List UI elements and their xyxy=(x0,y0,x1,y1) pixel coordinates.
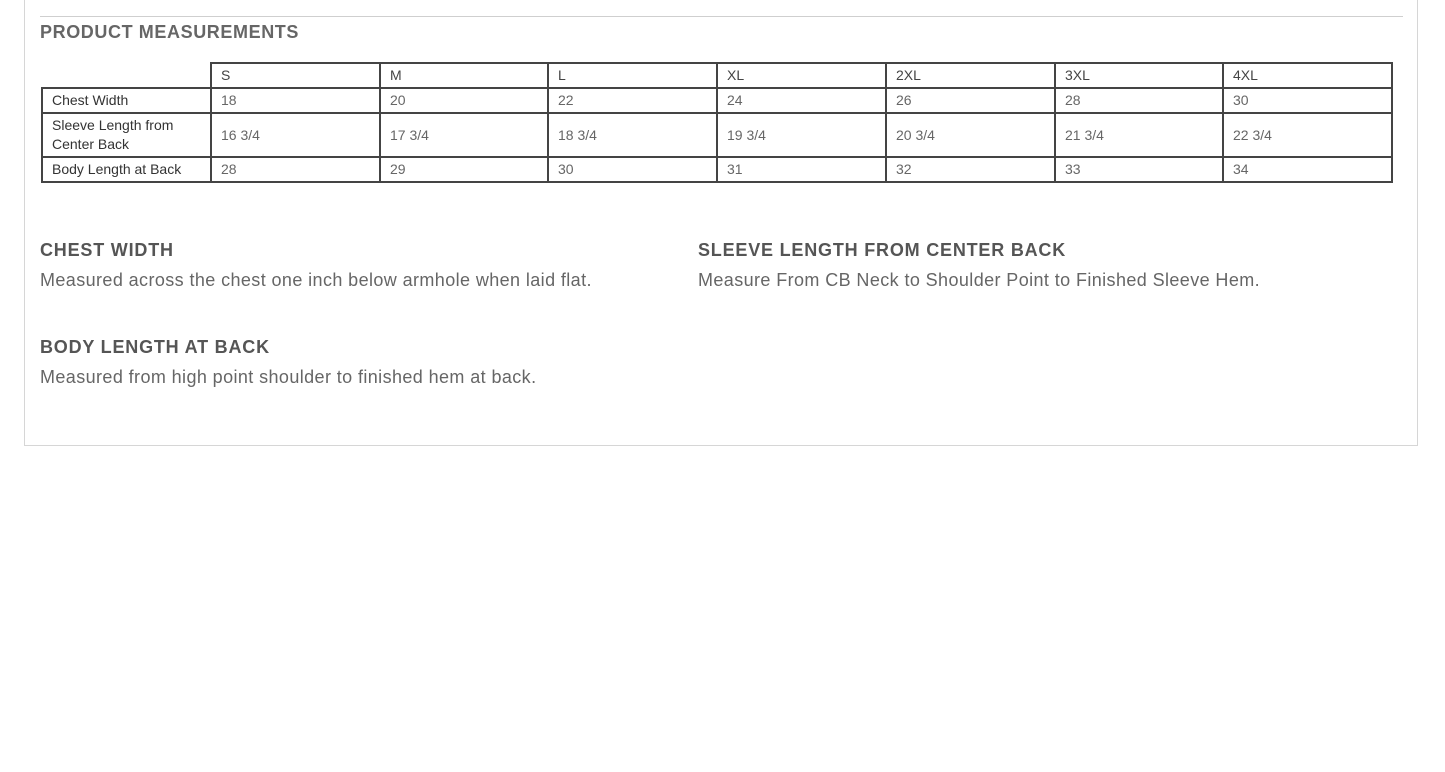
size-header-cell: L xyxy=(548,63,717,88)
table-cell: 33 xyxy=(1055,157,1223,182)
section-title: PRODUCT MEASUREMENTS xyxy=(40,22,300,42)
size-chart-table xyxy=(41,62,1393,183)
table-cell: 29 xyxy=(380,157,548,182)
table-cell: 20 3/4 xyxy=(886,113,1055,157)
table-cell: 22 3/4 xyxy=(1223,113,1392,157)
table-cell: 32 xyxy=(886,157,1055,182)
table-cell: 24 xyxy=(717,88,886,113)
table-row xyxy=(42,113,1392,157)
row-label: Body Length at Back xyxy=(42,157,211,182)
table-cell: 31 xyxy=(717,157,886,182)
row-label: Chest Width xyxy=(42,88,211,113)
size-header-cell: S xyxy=(211,63,380,88)
table-cell: 22 xyxy=(548,88,717,113)
table-cell: 17 3/4 xyxy=(380,113,548,157)
size-header-cell: M xyxy=(380,63,548,88)
table-cell: 16 3/4 xyxy=(211,113,380,157)
row-label: Sleeve Length from Center Back xyxy=(42,113,211,157)
size-header-row xyxy=(42,63,1392,88)
sleeve-length-title: SLEEVE LENGTH FROM CENTER BACK xyxy=(698,240,1067,260)
table-cell: 19 3/4 xyxy=(717,113,886,157)
table-row xyxy=(42,157,1392,182)
table-cell: 28 xyxy=(211,157,380,182)
table-cell: 30 xyxy=(548,157,717,182)
table-cell: 21 3/4 xyxy=(1055,113,1223,157)
sleeve-length-description: Measure From CB Neck to Shoulder Point to Finished Sleeve Hem. xyxy=(698,270,1261,290)
size-header-cell: 4XL xyxy=(1223,63,1392,88)
table-cell: 28 xyxy=(1055,88,1223,113)
body-length-title: BODY LENGTH AT BACK xyxy=(40,337,270,357)
table-cell: 26 xyxy=(886,88,1055,113)
size-header-cell: 2XL xyxy=(886,63,1055,88)
table-row xyxy=(42,88,1392,113)
body-length-description: Measured from high point shoulder to finished hem at back. xyxy=(40,367,537,387)
size-header-cell: 3XL xyxy=(1055,63,1223,88)
table-cell: 20 xyxy=(380,88,548,113)
chest-width-description: Measured across the chest one inch below armhole when laid flat. xyxy=(40,270,592,290)
size-header-cell: XL xyxy=(717,63,886,88)
table-cell: 34 xyxy=(1223,157,1392,182)
chest-width-title: CHEST WIDTH xyxy=(40,240,174,260)
table-cell: 18 xyxy=(211,88,380,113)
table-cell: 30 xyxy=(1223,88,1392,113)
top-divider xyxy=(40,16,1403,17)
header-corner-cell xyxy=(42,63,211,88)
table-cell: 18 3/4 xyxy=(548,113,717,157)
